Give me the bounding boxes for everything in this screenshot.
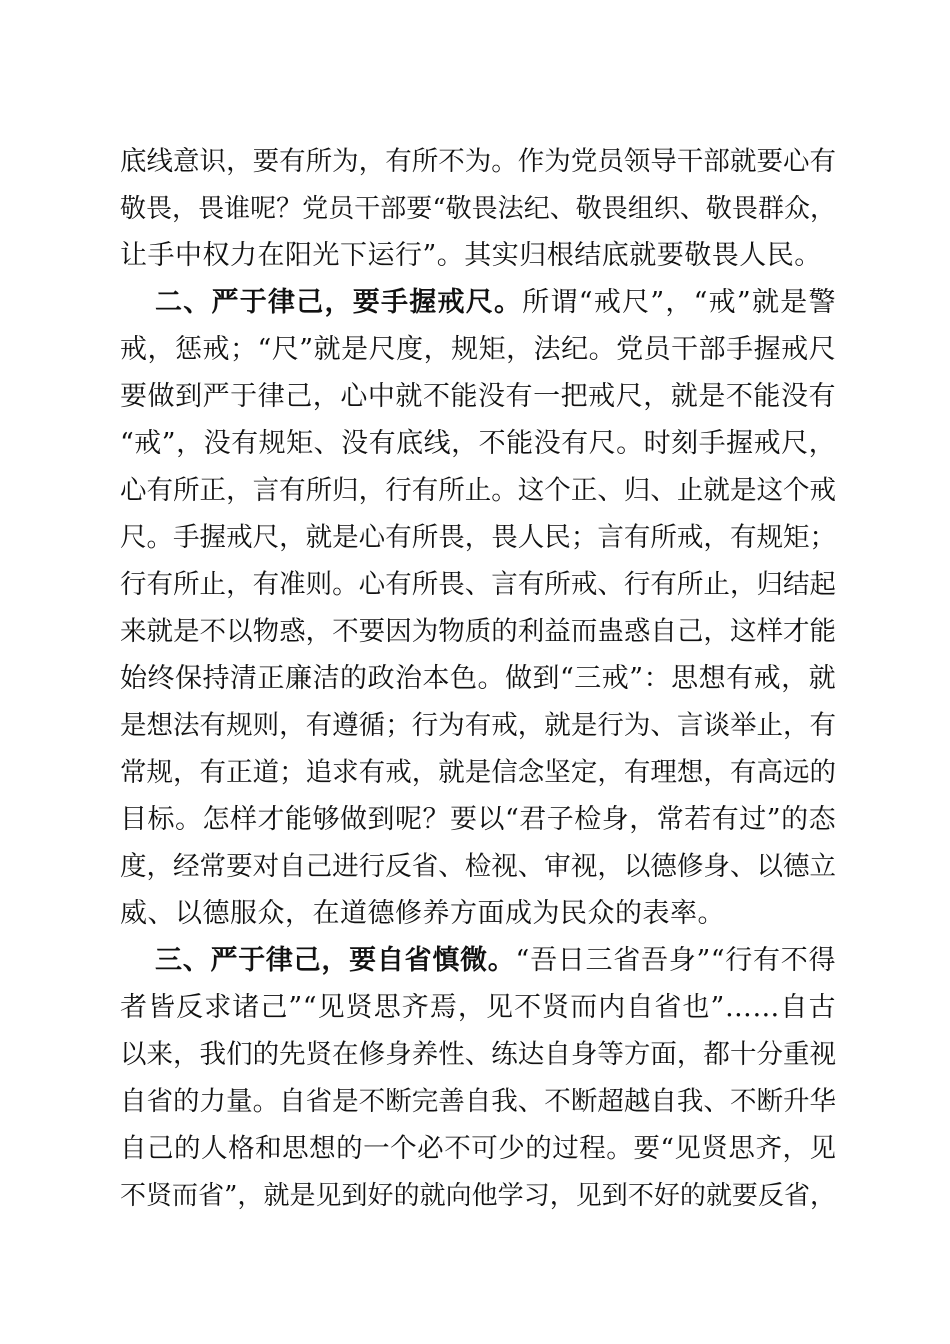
section-heading: 三、严于律己，要自省慎微。 bbox=[155, 945, 516, 976]
text-line: 尺。手握戒尺，就是心有所畏，畏人民；言有所戒，有规矩； bbox=[120, 522, 836, 553]
paragraph-2-first-line bbox=[155, 280, 836, 326]
text-line: 者皆反求诸己”“见贤思齐焉，见不贤而内自省也”……自古 bbox=[120, 992, 836, 1023]
text-line: 威、以德服众，在道德修养方面成为民众的表率。 bbox=[120, 898, 725, 929]
text-line: 自己的人格和思想的一个必不可少的过程。要“见贤思齐，见 bbox=[120, 1133, 836, 1164]
text-line: 行有所止，有准则。心有所畏、言有所戒、行有所止，归结起 bbox=[120, 569, 836, 600]
text-line: 自省的力量。自省是不断完善自我、不断超越自我、不断升华 bbox=[120, 1086, 836, 1117]
text-line: 心有所正，言有所归，行有所止。这个正、归、止就是这个戒 bbox=[120, 475, 836, 506]
section-heading: 二、严于律己，要手握戒尺。 bbox=[155, 287, 523, 318]
text-line: “戒”，没有规矩、没有底线，不能没有尺。时刻手握戒尺， bbox=[120, 428, 837, 459]
text-line: 戒，惩戒；“尺”就是尺度，规矩，法纪。党员干部手握戒尺 bbox=[120, 334, 837, 365]
text-line: 敬畏，畏谁呢？党员干部要“敬畏法纪、敬畏组织、敬畏群众， bbox=[120, 194, 836, 224]
text-line: 以来，我们的先贤在修身养性、练达自身等方面，都十分重视 bbox=[120, 1039, 836, 1070]
text-line: 底线意识，要有所为，有所不为。作为党员领导干部就要心有 bbox=[120, 146, 836, 177]
text-line: 是想法有规则，有遵循；行为有戒，就是行为、言谈举止，有 bbox=[120, 710, 836, 741]
text-run: 所谓“戒尺”，“戒”就是警 bbox=[522, 287, 836, 318]
text-line: 让手中权力在阳光下运行”。其实归根结底就要敬畏人民。 bbox=[120, 240, 822, 271]
text-line: 目标。怎样才能够做到呢？要以“君子检身，常若有过”的态 bbox=[120, 804, 837, 835]
text-line: 来就是不以物惑，不要因为物质的利益而蛊惑自己，这样才能 bbox=[120, 616, 836, 647]
text-line: 度，经常要对自己进行反省、检视、审视，以德修身、以德立 bbox=[120, 851, 836, 882]
text-line: 常规，有正道；追求有戒，就是信念坚定，有理想，有高远的 bbox=[120, 757, 836, 788]
text-line: 要做到严于律己，心中就不能没有一把戒尺，就是不能没有 bbox=[120, 381, 836, 412]
text-run: “吾日三省吾身”“行有不得 bbox=[515, 945, 836, 976]
text-line: 不贤而省”，就是见到好的就向他学习，见到不好的就要反省， bbox=[120, 1181, 836, 1211]
text-line: 始终保持清正廉洁的政治本色。做到“三戒”：思想有戒，就 bbox=[120, 663, 837, 694]
paragraph-3-first-line bbox=[155, 938, 836, 984]
